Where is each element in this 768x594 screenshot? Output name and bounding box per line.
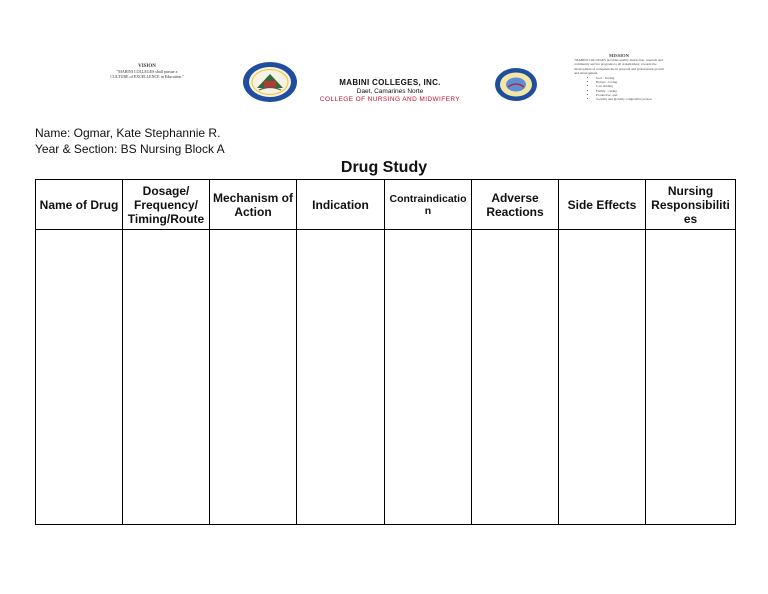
college-seal-logo [242, 61, 298, 103]
column-header-side-effects: Side Effects [559, 180, 646, 230]
table-cell[interactable] [472, 230, 559, 525]
college-department: COLLEGE OF NURSING AND MIDWIFERY [319, 96, 461, 103]
mission-statement [574, 54, 664, 101]
table-cell[interactable] [297, 230, 385, 525]
drug-study-table [35, 179, 736, 525]
mission-bullet: • Honest - loving [596, 80, 664, 84]
column-header-nursing-responsibilities: Nursing Responsibilities [646, 180, 736, 230]
mission-bullet: • God - fearing [596, 76, 664, 80]
mission-bullet-list [574, 76, 664, 101]
college-header [300, 78, 480, 103]
column-header-contraindication: Contraindication [385, 180, 472, 230]
page-title: Drug Study [340, 159, 428, 176]
table-cell[interactable] [210, 230, 297, 525]
college-name: MABINI COLLEGES, INC. [339, 78, 441, 87]
table-header-row [36, 180, 736, 230]
college-location: Daet, Camarines Norte [356, 88, 424, 95]
mission-title: MISSION [609, 53, 629, 58]
vision-statement [108, 64, 186, 79]
column-header-dosage: Dosage/ Frequency/ Timing/Route [123, 180, 210, 230]
student-name: Name: Ogmar, Kate Stephannie R. [35, 126, 221, 140]
table-cell[interactable] [646, 230, 736, 525]
vision-text: "MABINI COLLEGES shall pursue a CULTURE of EXCELLENCE in Education." [110, 69, 184, 79]
column-header-indication: Indication [297, 180, 385, 230]
column-header-mechanism: Mechanism of Action [210, 180, 297, 230]
mission-bullet: • Socially and globally competitive person [596, 97, 664, 101]
table-cell[interactable] [123, 230, 210, 525]
table-cell[interactable] [385, 230, 472, 525]
column-header-adverse-reactions: Adverse Reactions [472, 180, 559, 230]
table-row [36, 230, 736, 525]
mission-bullet: • Productive, and [596, 93, 664, 97]
mission-bullet: • Family - caring [596, 89, 664, 93]
mission-bullet: • Law abiding [596, 84, 664, 88]
department-seal-logo [494, 67, 538, 102]
table-cell[interactable] [36, 230, 123, 525]
table-cell[interactable] [559, 230, 646, 525]
mission-text: "MABINI COLLEGES provides quality instruction, research and community service programs to all stakeholders; towards the development of competencies in personal and professional growth and development. [574, 58, 664, 75]
vision-title: VISION [138, 64, 156, 69]
column-header-name-of-drug: Name of Drug [36, 180, 123, 230]
year-section: Year & Section: BS Nursing Block A [35, 142, 225, 156]
